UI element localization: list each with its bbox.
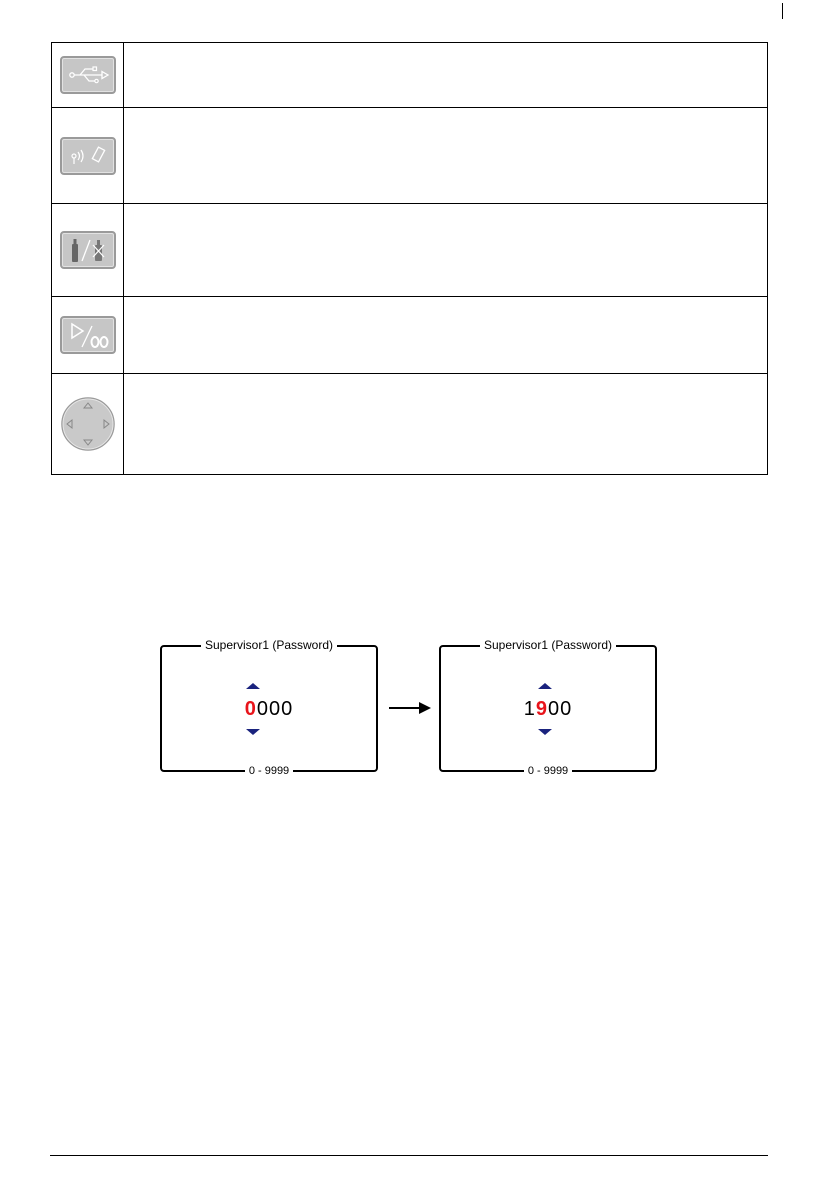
decrement-arrow-icon	[538, 729, 552, 735]
password-digit: 0	[281, 698, 294, 720]
transition-arrow-icon	[389, 700, 431, 716]
value-range: 0 - 9999	[162, 765, 376, 778]
icon-cell	[52, 43, 124, 108]
password-digit: 0	[560, 698, 573, 720]
password-value	[162, 697, 376, 721]
cartridge-key[interactable]	[60, 231, 116, 269]
bottle-cartridge-icon	[62, 233, 114, 267]
icon-cell	[52, 108, 124, 204]
display-title: Supervisor1 (Password)	[162, 638, 376, 652]
password-digit: 0	[269, 698, 282, 720]
icon-cell	[52, 374, 124, 475]
icon-cell	[52, 204, 124, 297]
display-before	[160, 638, 378, 777]
navigation-pad-icon	[59, 395, 117, 453]
crop-mark	[782, 3, 783, 19]
key-description	[124, 108, 768, 204]
play-reset-key[interactable]	[60, 316, 116, 354]
table-row	[52, 374, 768, 475]
key-description	[124, 374, 768, 475]
rfid-card-icon	[62, 139, 114, 173]
password-entry-figure	[0, 630, 839, 790]
footer-rule	[50, 1155, 768, 1156]
table-row	[52, 43, 768, 108]
display-after	[439, 638, 657, 777]
play-reset-icon	[62, 318, 114, 352]
navigation-pad[interactable]	[52, 395, 123, 453]
display-title: Supervisor1 (Password)	[441, 638, 655, 652]
value-range: 0 - 9999	[441, 765, 655, 778]
key-description	[124, 204, 768, 297]
increment-arrow-icon	[246, 683, 260, 689]
table-row	[52, 108, 768, 204]
icon-cell	[52, 297, 124, 374]
usb-key[interactable]	[60, 56, 116, 94]
key-description	[124, 297, 768, 374]
password-digit: 0	[256, 698, 269, 720]
key-description-table	[51, 42, 768, 475]
usb-icon	[62, 58, 114, 92]
increment-arrow-icon	[538, 683, 552, 689]
table-row	[52, 297, 768, 374]
rfid-key[interactable]	[60, 137, 116, 175]
table-row	[52, 204, 768, 297]
password-digit: 0	[548, 698, 561, 720]
decrement-arrow-icon	[246, 729, 260, 735]
password-digit: 0	[244, 698, 257, 720]
password-value	[441, 697, 655, 721]
password-digit: 1	[523, 698, 536, 720]
password-digit: 9	[535, 698, 548, 720]
key-description	[124, 43, 768, 108]
